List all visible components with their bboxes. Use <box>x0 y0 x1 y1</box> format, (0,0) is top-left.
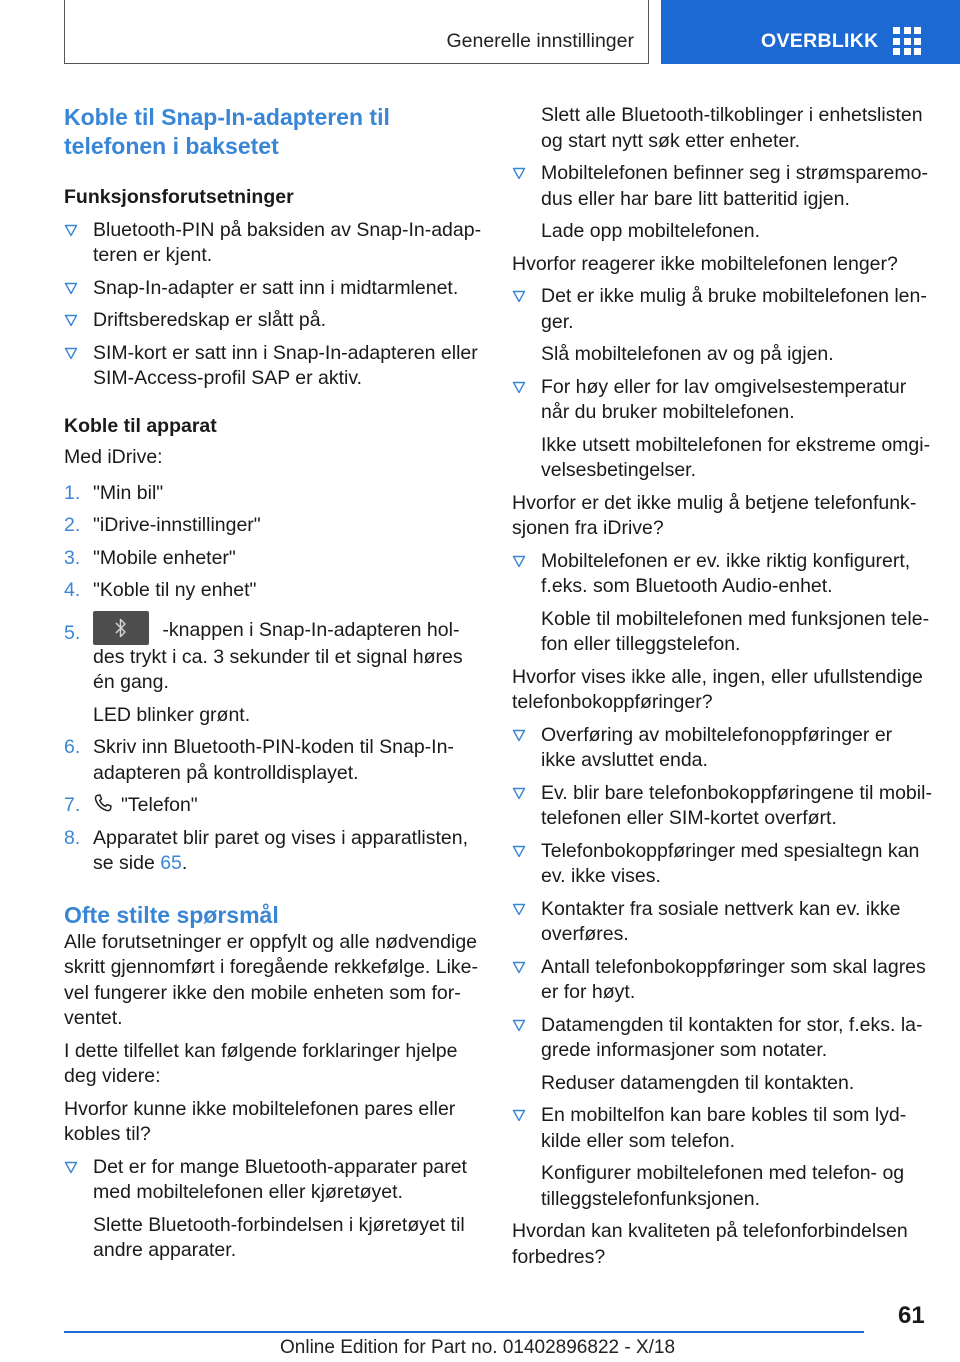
question-not-responding-answers <box>512 284 932 484</box>
step-text: "Mobile enheter" <box>93 546 236 569</box>
answer-note: Slå mobiltelefonen av og på igjen. <box>541 343 834 365</box>
list-item-text: Mobiltelefonen befinner seg i strømsparemodus eller har bare litt batteritid igjen. <box>541 162 928 210</box>
step-number: 7. <box>64 794 81 816</box>
step-line <box>93 735 484 786</box>
step-note: LED blinker grønt. <box>93 703 251 726</box>
faq-title: Ofte stilte spørsmål <box>64 901 279 928</box>
page-link[interactable]: 65 <box>160 852 182 874</box>
bullet-triangle-icon <box>64 223 78 237</box>
list-item-text: For høy eller for lav omgivelsestemperatur når du bruker mobiltelefonen. <box>541 375 907 423</box>
list-item <box>512 1013 932 1064</box>
step-item <box>64 826 484 877</box>
bullet-triangle-icon <box>512 786 526 800</box>
bullet-triangle-icon <box>512 1108 526 1122</box>
step-number: 8. <box>64 826 81 849</box>
prereq-heading: Funksjonsforutsetninger <box>64 186 294 208</box>
bullet-triangle-icon <box>512 166 526 180</box>
bullet-triangle-icon <box>64 281 78 295</box>
list-item <box>512 897 932 948</box>
list-item <box>64 1155 484 1206</box>
step-item <box>64 578 484 604</box>
answer-note: Ikke utsett mobiltelefonen for ekstreme omgivelsesbetingelser. <box>541 433 931 481</box>
steps-list <box>64 481 484 877</box>
step-item <box>64 513 484 539</box>
list-item <box>512 549 932 600</box>
list-item <box>512 1103 932 1154</box>
question-not-responding: Hvorfor reagerer ikke mobiltelefonen lenger? <box>512 252 898 275</box>
step-text: Skriv inn Bluetooth-PIN-koden til Snap-In-adapteren på kontrolldisplayet. <box>93 736 454 784</box>
step-item <box>64 793 484 819</box>
step-text: -knappen i Snap-In-adapteren holdes trykt i ca. 3 sekunder til et signal høres én gang. <box>93 618 463 693</box>
list-item-text: Det er for mange Bluetooth-apparater paret med mobiltelefonen eller kjøretøyet. <box>93 1155 467 1203</box>
bullet-triangle-icon <box>512 728 526 742</box>
bullet-triangle-icon <box>512 902 526 916</box>
answer-note: Slette Bluetooth-forbindelsen i kjøretøyet til andre apparater. <box>93 1213 465 1261</box>
step-line <box>93 546 484 572</box>
step-item <box>64 546 484 572</box>
list-item-text: Ev. blir bare telefonbokoppføringene til mobiltelefonen eller SIM-kortet overført. <box>541 781 932 829</box>
list-item-text: Mobiltelefonen er ev. ikke riktig konfigurert, f.eks. som Bluetooth Audio-enhet. <box>541 549 911 597</box>
step-number: 5. <box>64 621 81 644</box>
step-line <box>93 513 484 539</box>
step-line <box>93 611 484 696</box>
step-number: 1. <box>64 481 81 504</box>
list-item <box>64 341 484 392</box>
list-item-text: Overføring av mobiltelefonoppføringer er ikke avsluttet enda. <box>541 723 893 771</box>
list-item-text: Telefonbokoppføringer med spesialtegn kan ev. ikke vises. <box>541 839 920 887</box>
step-line <box>93 793 484 819</box>
step-number: 6. <box>64 736 81 758</box>
list-item-text: Bluetooth-PIN på baksiden av Snap-In-adapteren er kjent. <box>93 218 482 266</box>
right-column <box>512 103 932 1270</box>
list-item-text: Datamengden til kontakten for stor, f.eks. lagrede informasjoner som notater. <box>541 1013 923 1061</box>
bullet-triangle-icon <box>512 380 526 394</box>
bullet-triangle-icon <box>512 554 526 568</box>
answer-note: Lade opp mobiltelefonen. <box>541 220 761 242</box>
list-item <box>64 218 484 269</box>
list-item <box>512 284 932 335</box>
list-item-text: En mobiltelfon kan bare kobles til som lydkilde eller som telefon. <box>541 1104 907 1152</box>
question-pairing: Hvorfor kunne ikke mobiltelefonen pares eller kobles til? <box>64 1097 456 1145</box>
list-item-text: Antall telefonbokoppføringer som skal lagres er for høyt. <box>541 955 926 1003</box>
list-item <box>64 308 484 334</box>
prereq-list <box>64 218 484 392</box>
list-item-text: Snap-In-adapter er satt inn i midtarmlenet. <box>93 276 459 299</box>
question-idrive-control-answers <box>512 549 932 658</box>
list-item-text: Det er ikke mulig å bruke mobiltelefonen lenger. <box>541 285 927 333</box>
step-text-end: . <box>181 852 188 874</box>
faq-intro-2: I dette tilfellet kan følgende forklaringer hjelpe deg videre: <box>64 1039 458 1087</box>
question-pairing-answers <box>64 1155 484 1264</box>
step-text: Apparatet blir paret og vises i apparatlisten, se side <box>93 826 469 874</box>
page-number: 61 <box>898 1302 925 1329</box>
step-item <box>64 481 484 507</box>
bullet-triangle-icon <box>64 346 78 360</box>
phone-icon <box>93 793 113 813</box>
list-item <box>512 781 932 832</box>
question-idrive-control: Hvorfor er det ikke mulig å betjene telefonfunksjonen fra iDrive? <box>512 491 917 539</box>
list-item <box>512 723 932 774</box>
bullet-triangle-icon <box>64 313 78 327</box>
page-title: Koble til Snap-In-adapteren til telefonen i baksetet <box>64 104 390 159</box>
list-item <box>512 955 932 1006</box>
question-phonebook-answers <box>512 723 932 1213</box>
step-line <box>93 826 484 877</box>
left-column <box>64 103 484 1264</box>
step-text: "Koble til ny enhet" <box>93 579 257 601</box>
step-number: 2. <box>64 514 81 536</box>
answer-note: Konfigurer mobiltelefonen med telefon- og tilleggstelefonfunksjonen. <box>541 1162 905 1210</box>
connect-intro: Med iDrive: <box>64 446 163 468</box>
step-item <box>64 611 484 729</box>
bullet-triangle-icon <box>512 289 526 303</box>
bullet-triangle-icon <box>64 1160 78 1174</box>
question-call-quality: Hvordan kan kvaliteten på telefonforbindelsen forbedres? <box>512 1220 908 1268</box>
faq-intro: Alle forutsetninger er oppfylt og alle nødvendige skritt gjennomført i foregående rekkefølge. Likevel fungerer ikke den mobile enheten som forventet. <box>64 930 479 1029</box>
bullet-triangle-icon <box>512 844 526 858</box>
step-item <box>64 735 484 786</box>
section-tab[interactable] <box>64 0 649 64</box>
list-item <box>512 161 932 212</box>
bluetooth-button-icon <box>93 611 149 645</box>
list-item-text: SIM-kort er satt inn i Snap-In-adapteren eller SIM-Access-profil SAP er aktiv. <box>93 341 478 389</box>
grid-icon[interactable] <box>893 27 921 55</box>
question-pairing-answers-cont <box>512 161 932 245</box>
step-text: "iDrive-innstillinger" <box>93 514 261 536</box>
bullet-triangle-icon <box>512 1018 526 1032</box>
step-number: 3. <box>64 546 81 569</box>
step-number: 4. <box>64 579 81 601</box>
step-line <box>93 481 484 507</box>
step-line <box>93 578 484 604</box>
connect-heading: Koble til apparat <box>64 414 217 437</box>
section-tab-label: Generelle innstillinger <box>446 30 634 52</box>
answer-note: Slett alle Bluetooth-tilkoblinger i enhetslisten og start nytt søk etter enheter. <box>541 104 923 152</box>
list-item-text: Kontakter fra sosiale nettverk kan ev. ikke overføres. <box>541 897 901 945</box>
footer-rule <box>64 1331 864 1333</box>
question-phonebook: Hvorfor vises ikke alle, ingen, eller ufullstendige telefonbokoppføringer? <box>512 665 923 713</box>
bullet-triangle-icon <box>512 960 526 974</box>
step-text: "Min bil" <box>93 481 164 504</box>
list-item <box>512 839 932 890</box>
answer-note: Reduser datamengden til kontakten. <box>541 1071 855 1094</box>
list-item-text: Driftsberedskap er slått på. <box>93 309 327 331</box>
overview-button-label: OVERBLIKK <box>761 30 879 52</box>
answer-note: Koble til mobiltelefonen med funksjonen telefon eller tilleggstelefon. <box>541 607 930 655</box>
list-item <box>64 276 484 302</box>
list-item <box>512 375 932 426</box>
step-text: "Telefon" <box>121 794 198 816</box>
footer-edition: Online Edition for Part no. 01402896822 - X/18 <box>280 1337 676 1358</box>
